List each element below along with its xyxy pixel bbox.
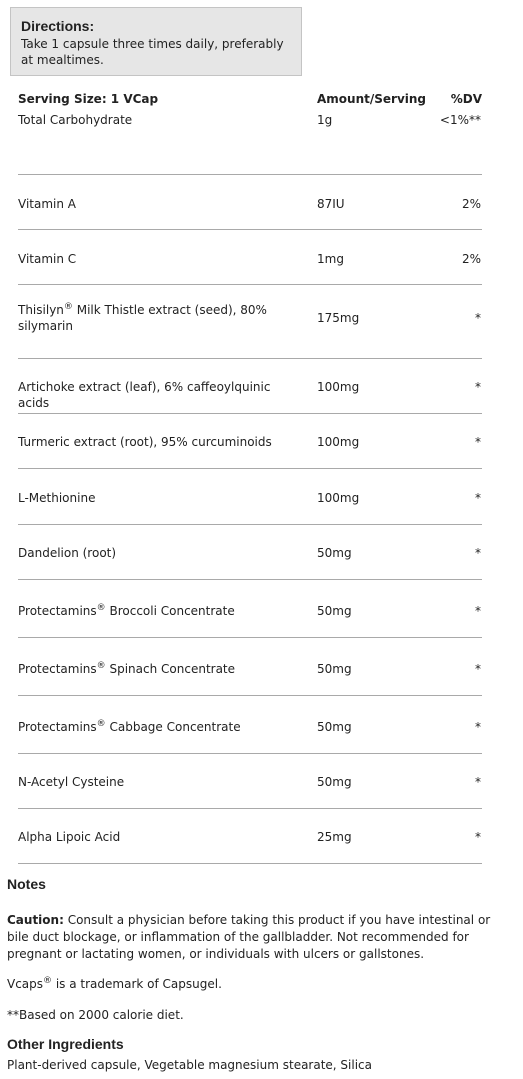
- ingredient-amount: 100mg: [317, 380, 360, 394]
- ingredient-amount: 175mg: [317, 311, 360, 325]
- ingredient-name: [18, 112, 288, 128]
- ingredient-amount: 1mg: [317, 252, 344, 266]
- registered-mark: ®: [96, 661, 106, 671]
- ingredient-name: [18, 379, 288, 411]
- ingredient-name-text: Turmeric extract (root), 95% curcuminoids: [18, 435, 272, 449]
- ingredient-name-text: Vitamin A: [18, 197, 76, 211]
- ingredient-name: [18, 196, 288, 212]
- ingredient-dv: 2%: [461, 252, 481, 266]
- ingredient-name-text: Thisilyn: [18, 303, 64, 317]
- ingredient-dv: <1%**: [439, 113, 481, 127]
- directions-box: [10, 7, 302, 76]
- table-row: [18, 112, 482, 175]
- ingredient-name: [18, 545, 288, 561]
- supplement-facts-table: [18, 92, 482, 864]
- ingredient-name: [18, 251, 288, 267]
- ingredient-name: [18, 661, 288, 677]
- ingredient-name: [18, 774, 288, 790]
- table-row: [18, 638, 482, 696]
- ingredient-dv: 2%: [461, 197, 481, 211]
- ingredient-amount: 50mg: [317, 662, 352, 676]
- ingredient-name-rest: Spinach Concentrate: [105, 662, 236, 676]
- table-body: [18, 112, 482, 864]
- ingredient-name-rest: Broccoli Concentrate: [105, 604, 235, 618]
- caution-label: Caution:: [7, 913, 64, 927]
- calorie-footnote: **Based on 2000 calorie diet.: [7, 1008, 184, 1022]
- table-row: [18, 414, 482, 469]
- caution-note: [7, 912, 507, 963]
- table-row: [18, 525, 482, 580]
- ingredient-name-text: Dandelion (root): [18, 546, 117, 560]
- ingredient-dv: *: [475, 380, 481, 394]
- vcaps-rest: is a trademark of Capsugel.: [52, 977, 222, 991]
- table-row: [18, 696, 482, 754]
- notes-title: Notes: [7, 876, 46, 892]
- ingredient-dv: *: [475, 662, 481, 676]
- dv-header: %DV: [450, 92, 482, 106]
- ingredient-name-text: Protectamins: [18, 662, 97, 676]
- ingredient-name: [18, 434, 288, 450]
- vcaps-name: Vcaps: [7, 977, 44, 991]
- ingredient-dv: *: [475, 546, 481, 560]
- ingredient-amount: 50mg: [317, 546, 352, 560]
- registered-mark: ®: [96, 719, 106, 729]
- ingredient-amount: 87IU: [317, 197, 345, 211]
- ingredient-dv: *: [475, 775, 481, 789]
- ingredient-name: [18, 719, 288, 735]
- table-row: [18, 230, 482, 285]
- table-header: [18, 92, 482, 112]
- ingredient-dv: *: [475, 604, 481, 618]
- registered-mark: ®: [96, 603, 106, 613]
- table-row: [18, 175, 482, 230]
- serving-size-header: Serving Size: 1 VCap: [18, 92, 159, 106]
- directions-text: Take 1 capsule three times daily, preferably at mealtimes.: [21, 37, 284, 67]
- ingredient-name-text: Alpha Lipoic Acid: [18, 830, 121, 844]
- ingredient-name: [18, 603, 288, 619]
- amount-header: Amount/Serving: [317, 92, 427, 106]
- ingredient-name: [18, 490, 288, 506]
- ingredient-name-text: N-Acetyl Cysteine: [18, 775, 125, 789]
- registered-mark: ®: [43, 976, 53, 986]
- vcaps-trademark-note: [7, 976, 222, 992]
- directions-title: Directions:: [21, 18, 95, 34]
- ingredient-dv: *: [475, 311, 481, 325]
- ingredient-name-text: Protectamins: [18, 720, 97, 734]
- table-row: [18, 469, 482, 525]
- table-row: [18, 809, 482, 864]
- table-row: [18, 285, 482, 359]
- ingredient-amount: 100mg: [317, 435, 360, 449]
- ingredient-name-text: Artichoke extract (leaf), 6% caffeoylquinic acids: [18, 380, 271, 410]
- ingredient-amount: 100mg: [317, 491, 360, 505]
- ingredient-name: [18, 829, 288, 845]
- ingredient-dv: *: [475, 720, 481, 734]
- table-row: [18, 359, 482, 414]
- registered-mark: ®: [63, 302, 73, 312]
- table-row: [18, 754, 482, 809]
- other-ingredients-title: Other Ingredients: [7, 1036, 124, 1052]
- ingredient-amount: 50mg: [317, 604, 352, 618]
- ingredient-name: [18, 302, 288, 334]
- ingredient-dv: *: [475, 435, 481, 449]
- caution-text: Consult a physician before taking this product if you have intestinal or bile duct blockage, or inflammation of the gallbladder. Not recommended for pregnant or lactating women, or individuals with ulcers or gallstones.: [7, 913, 491, 961]
- ingredient-amount: 50mg: [317, 720, 352, 734]
- table-row: [18, 580, 482, 638]
- ingredient-name-text: Vitamin C: [18, 252, 77, 266]
- ingredient-name-rest: Milk Thistle extract (seed), 80% silymarin: [18, 303, 267, 333]
- ingredient-amount: 50mg: [317, 775, 352, 789]
- ingredient-name-text: Protectamins: [18, 604, 97, 618]
- ingredient-name-text: L-Methionine: [18, 491, 96, 505]
- ingredient-amount: 25mg: [317, 830, 352, 844]
- ingredient-name-rest: Cabbage Concentrate: [105, 720, 241, 734]
- ingredient-dv: *: [475, 830, 481, 844]
- ingredient-dv: *: [475, 491, 481, 505]
- ingredient-amount: 1g: [317, 113, 333, 127]
- ingredient-name-text: Total Carbohydrate: [18, 113, 133, 127]
- other-ingredients-text: Plant-derived capsule, Vegetable magnesium stearate, Silica: [7, 1058, 372, 1072]
